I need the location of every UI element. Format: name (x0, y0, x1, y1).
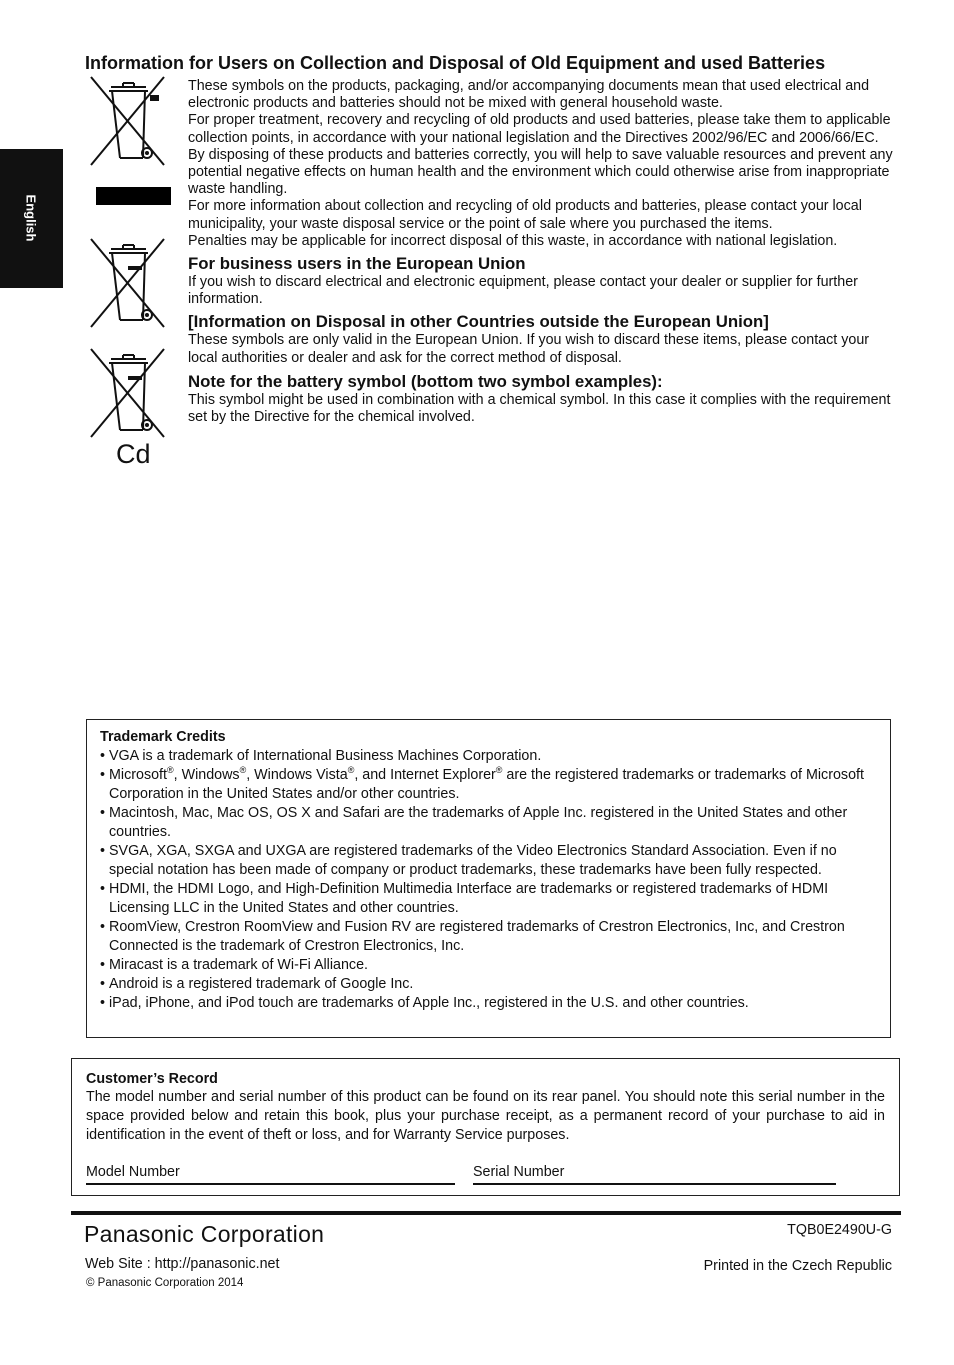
outside-eu-text: These symbols are only valid in the European Union. If you wish to discard these items, please contact your local authorities or dealer and ask for the correct method of disposal. (188, 332, 870, 366)
battery-text: This symbol might be used in combination with a chemical symbol. In this case it complies with the requirement set by the Directive for the chemical involved. (188, 391, 891, 426)
disposal-para-1: These symbols on the products, packaging, and/or accompanying documents mean that used electrical and electronic products and batteries should not be mixed with general household waste. (188, 78, 870, 112)
trademark-text: , and Internet Explorer (354, 767, 496, 783)
trademark-item: • RoomView, Crestron RoomView and Fusion RV are registered trademarks of Crestron Electronics, Inc, and Crestron Connected is the trademark of Crestron Electronics, Inc. (100, 918, 877, 956)
disposal-text (188, 78, 900, 426)
website-link[interactable]: Web Site : http://panasonic.net (85, 1256, 280, 1272)
trademark-item: • Miracast is a trademark of Wi-Fi Alliance. (100, 956, 877, 975)
model-number-field[interactable] (86, 1183, 455, 1185)
wheelie-bin-battery-icon (88, 236, 168, 330)
business-heading: For business users in the European Union (188, 254, 526, 274)
customer-record-title: Customer’s Record (86, 1071, 218, 1087)
footer-divider (71, 1211, 901, 1215)
language-tab (0, 149, 63, 288)
trademark-item: • Android is a registered trademark of Google Inc. (100, 975, 877, 994)
trademark-text: Microsoft (109, 767, 167, 783)
trademark-title: Trademark Credits (100, 729, 226, 745)
trademark-credits-box (86, 719, 891, 1038)
outside-eu-heading: [Information on Disposal in other Countries outside the European Union] (188, 312, 769, 332)
battery-heading: Note for the battery symbol (bottom two symbol examples): (188, 371, 663, 391)
registered-mark: ® (347, 765, 355, 776)
trademark-text: , Windows (173, 767, 240, 783)
trademark-text: , Windows Vista (246, 767, 348, 783)
disposal-para-5: Penalties may be applicable for incorrect disposal of this waste, in accordance with national legislation. (188, 232, 838, 249)
serial-number-label: Serial Number (473, 1164, 565, 1180)
copyright-notice: © Panasonic Corporation 2014 (86, 1277, 244, 1289)
trademark-item (100, 766, 877, 804)
trademark-item: • Macintosh, Mac, Mac OS, OS X and Safari are the trademarks of Apple Inc. registered in the United States and other countries. (100, 804, 877, 842)
disposal-para-4: For more information about collection and recycling of old products and batteries, please contact your local municipality, your waste disposal service or the point of sale where you purchased the items. (188, 198, 862, 232)
disposal-title: Information for Users on Collection and Disposal of Old Equipment and used Batteries (85, 53, 826, 73)
trademark-list (100, 747, 877, 1013)
trademark-item: • SVGA, XGA, SXGA and UXGA are registered trademarks of the Video Electronics Standard Association. Even if no special notation has been made of company or product trademarks, these trademarks have been fully respected. (100, 842, 877, 880)
serial-number-field[interactable] (473, 1183, 836, 1185)
registered-mark: ® (167, 765, 174, 776)
chemical-symbol: Cd (116, 439, 151, 469)
registered-mark: ® (495, 765, 503, 776)
battery-indicator-bar (96, 187, 171, 205)
customer-record-text: The model number and serial number of this product can be found on its rear panel. You should note this serial number in the space provided below and retain this book, plus your purchase receipt, as a permanent record of your purchase to aid in identification in the event of theft or loss, and for Warranty Service purposes. (86, 1089, 885, 1143)
wheelie-bin-icon (88, 74, 168, 168)
business-text: If you wish to discard electrical and electronic equipment, please contact your dealer or supplier for further information. (188, 274, 858, 308)
disposal-para-2: For proper treatment, recovery and recycling of old products and used batteries, please take them to applicable collection points, in accordance with your national legislation and the Directives 2002/96/EC and 2006/66/EC. (188, 112, 891, 146)
trademark-text: are the registered trademarks or trademarks of Microsoft Corporation in the United States and/or other countries. (109, 767, 864, 802)
registered-mark: ® (239, 765, 247, 776)
disposal-para-3: By disposing of these products and batteries correctly, you will help to save valuable resources and prevent any potential negative effects on human health and the environment which could otherwise arise from inappropriate waste handling. (188, 146, 893, 198)
trademark-item: • HDMI, the HDMI Logo, and High-Definition Multimedia Interface are trademarks or registered trademarks of HDMI Licensing LLC in the United States and other countries. (100, 880, 877, 918)
language-tab-label: English (23, 194, 39, 242)
wheelie-bin-chemical-icon (88, 346, 168, 440)
model-number-label: Model Number (86, 1164, 180, 1180)
document-code: TQB0E2490U-G (787, 1222, 892, 1238)
trademark-item: • iPad, iPhone, and iPod touch are trademarks of Apple Inc., registered in the U.S. and other countries. (100, 994, 877, 1013)
printed-in: Printed in the Czech Republic (703, 1258, 892, 1274)
panasonic-logo: Panasonic Corporation (84, 1221, 325, 1247)
trademark-item: • VGA is a trademark of International Business Machines Corporation. (100, 747, 877, 766)
